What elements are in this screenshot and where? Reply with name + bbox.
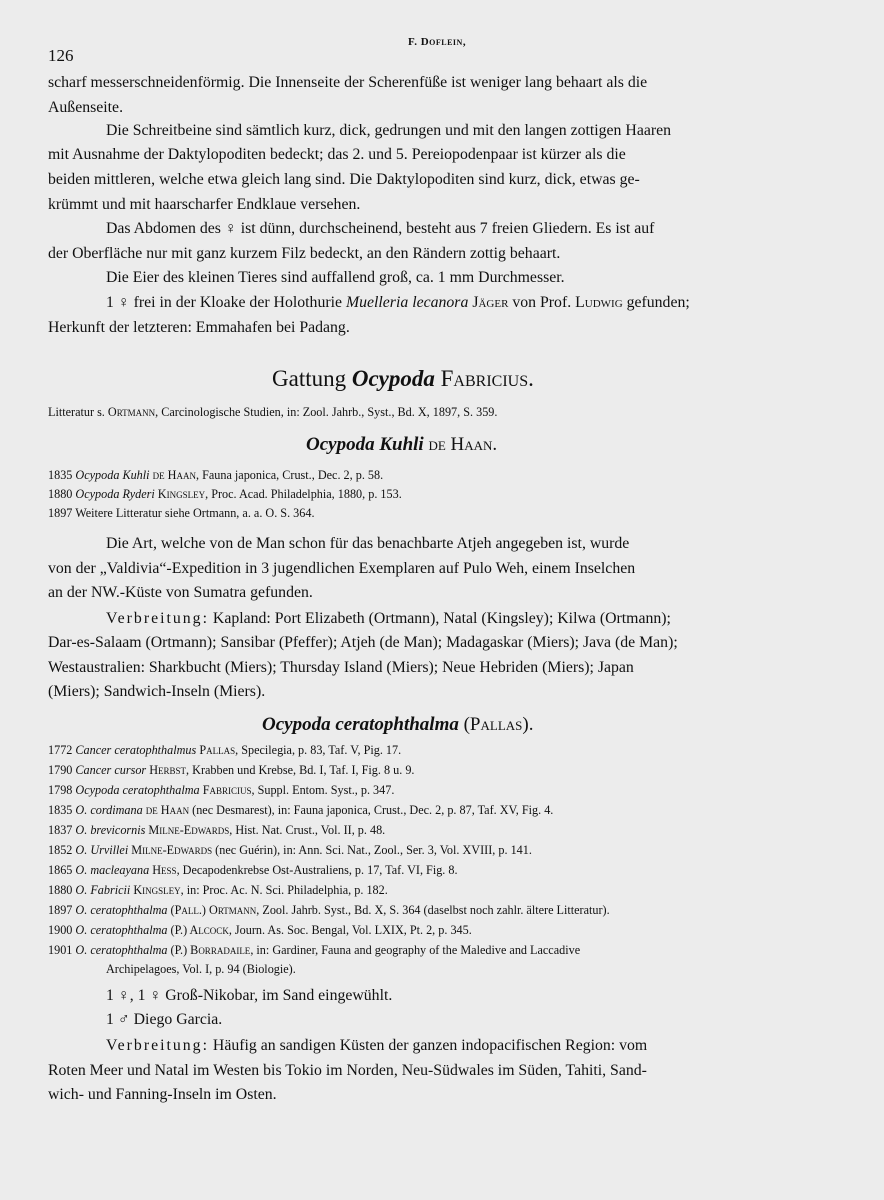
distribution-line: wich- und Fanning-Inseln im Osten. bbox=[48, 1086, 277, 1103]
intro-line: beiden mittleren, welche etwa gleich lang sind. Die Daktylopoditen sind kurz, dick, etwas ge- bbox=[48, 171, 640, 188]
synonym-line: 1897 O. ceratophthalma (Pall.) Ortmann, Zool. Jahrb. Syst., Bd. X, S. 364 (daselbst noch zahlr. ältere Litteratur). bbox=[48, 903, 610, 917]
synonym-line: 1897 Weitere Litteratur siehe Ortmann, a. a. O. S. 364. bbox=[48, 506, 315, 520]
synonym-line: 1798 Ocypoda ceratophthalma Fabricius, Suppl. Entom. Syst., p. 347. bbox=[48, 783, 395, 797]
genus-name: Ocypoda bbox=[351, 366, 435, 391]
specimen-line: 1 ♀ frei in der Kloake der Holothurie Muelleria lecanora Jäger von Prof. Ludwig gefunden; bbox=[106, 294, 690, 311]
body-line: von der „Valdivia“-Expedition in 3 jugendlichen Exemplaren auf Pulo Weh, einem Inselchen bbox=[48, 560, 636, 577]
species-heading: Ocypoda Kuhli de Haan. bbox=[306, 434, 498, 455]
synonym-line: 1837 O. brevicornis Milne-Edwards, Hist. Nat. Crust., Vol. II, p. 48. bbox=[48, 823, 386, 837]
intro-line: Die Schreitbeine sind sämtlich kurz, dick, gedrungen und mit den langen zottigen Haaren bbox=[106, 122, 672, 139]
genus-heading: Gattung Ocypoda Fabricius. bbox=[272, 366, 534, 391]
intro-line: Die Eier des kleinen Tieres sind auffallend groß, ca. 1 mm Durchmesser. bbox=[106, 269, 565, 286]
synonym-line: 1880 O. Fabricii Kingsley, in: Proc. Ac. N. Sci. Philadelphia, p. 182. bbox=[48, 883, 388, 897]
page-number: 126 bbox=[48, 46, 74, 65]
intro-line: der Oberfläche nur mit ganz kurzem Filz bedeckt, an den Rändern zottig behaart. bbox=[48, 245, 561, 262]
distribution-label: Verbreitung: bbox=[106, 610, 209, 627]
distribution-label: Verbreitung: bbox=[106, 1037, 209, 1054]
intro-line: Das Abdomen des ♀ ist dünn, durchscheinend, besteht aus 7 freien Gliedern. Es ist auf bbox=[106, 220, 655, 237]
synonym-line: 1772 Cancer ceratophthalmus Pallas, Specilegia, p. 83, Taf. V, Pig. 17. bbox=[48, 743, 402, 757]
intro-line: krümmt und mit haarscharfer Endklaue versehen. bbox=[48, 196, 361, 213]
specimen-origin: Herkunft der letzteren: Emmahafen bei Padang. bbox=[48, 319, 350, 336]
distribution-line: Verbreitung: Häufig an sandigen Küsten der ganzen indopacifischen Region: vom bbox=[106, 1037, 648, 1054]
distribution-line: Verbreitung: Kapland: Port Elizabeth (Ortmann), Natal (Kingsley); Kilwa (Ortmann); bbox=[106, 610, 671, 627]
synonym-line: 1901 O. ceratophthalma (P.) Borradaile, in: Gardiner, Fauna and geography of the Maledive and Laccadive bbox=[48, 943, 581, 957]
body-line: an der NW.-Küste von Sumatra gefunden. bbox=[48, 584, 313, 601]
running-head bbox=[48, 36, 848, 65]
specimen-line: 1 ♀, 1 ♀ Groß-Nikobar, im Sand eingewühlt. bbox=[106, 987, 393, 1004]
running-head-author: F. Doflein, bbox=[408, 36, 467, 48]
synonym-line: 1835 Ocypoda Kuhli de Haan, Fauna japonica, Crust., Dec. 2, p. 58. bbox=[48, 468, 384, 482]
distribution-line: (Miers); Sandwich-Inseln (Miers). bbox=[48, 683, 266, 700]
intro-line: Außenseite. bbox=[48, 99, 124, 116]
species-heading: Ocypoda ceratophthalma (Pallas). bbox=[262, 714, 534, 735]
genus-literature: Litteratur s. Ortmann, Carcinologische Studien, in: Zool. Jahrb., Syst., Bd. X, 1897, S. 359. bbox=[48, 405, 498, 419]
synonym-continuation: Archipelagoes, Vol. I, p. 94 (Biologie). bbox=[106, 962, 296, 976]
synonym-line: 1790 Cancer cursor Herbst, Krabben und Krebse, Bd. I, Taf. I, Fig. 8 u. 9. bbox=[48, 763, 415, 777]
synonym-line: 1880 Ocypoda Ryderi Kingsley, Proc. Acad. Philadelphia, 1880, p. 153. bbox=[48, 487, 402, 501]
intro-line: scharf messerschneidenförmig. Die Innenseite der Scherenfüße ist weniger lang behaart als die bbox=[48, 74, 648, 91]
synonym-line: 1865 O. macleayana Hess, Decapodenkrebse Ost-Australiens, p. 17, Taf. VI, Fig. 8. bbox=[48, 863, 458, 877]
body-line: Die Art, welche von de Man schon für das benachbarte Atjeh angegeben ist, wurde bbox=[106, 535, 630, 552]
distribution-line: Dar-es-Salaam (Ortmann); Sansibar (Pfeffer); Atjeh (de Man); Madagaskar (Miers); Java (de Man); bbox=[48, 634, 678, 651]
distribution-line: Westaustralien: Sharkbucht (Miers); Thursday Island (Miers); Neue Hebriden (Miers); Japan bbox=[48, 659, 634, 676]
host-species: Muelleria lecanora bbox=[345, 294, 469, 311]
synonym-line: 1835 O. cordimana de Haan (nec Desmarest), in: Fauna japonica, Crust., Dec. 2, p. 87, Taf. XV, Fig. 4. bbox=[48, 803, 554, 817]
synonym-line: 1900 O. ceratophthalma (P.) Alcock, Journ. As. Soc. Bengal, Vol. LXIX, Pt. 2, p. 345. bbox=[48, 923, 472, 937]
synonym-line: 1852 O. Urvillei Milne-Edwards (nec Guérin), in: Ann. Sci. Nat., Zool., Ser. 3, Vol. XVIII, p. 141. bbox=[48, 843, 532, 857]
specimen-line: 1 ♂ Diego Garcia. bbox=[106, 1011, 223, 1028]
intro-line: mit Ausnahme der Daktylopoditen bedeckt; das 2. und 5. Pereiopodenpaar ist kürzer als die bbox=[48, 146, 626, 163]
distribution-line: Roten Meer und Natal im Westen bis Tokio im Norden, Neu-Südwales im Süden, Tahiti, Sand- bbox=[48, 1062, 647, 1079]
